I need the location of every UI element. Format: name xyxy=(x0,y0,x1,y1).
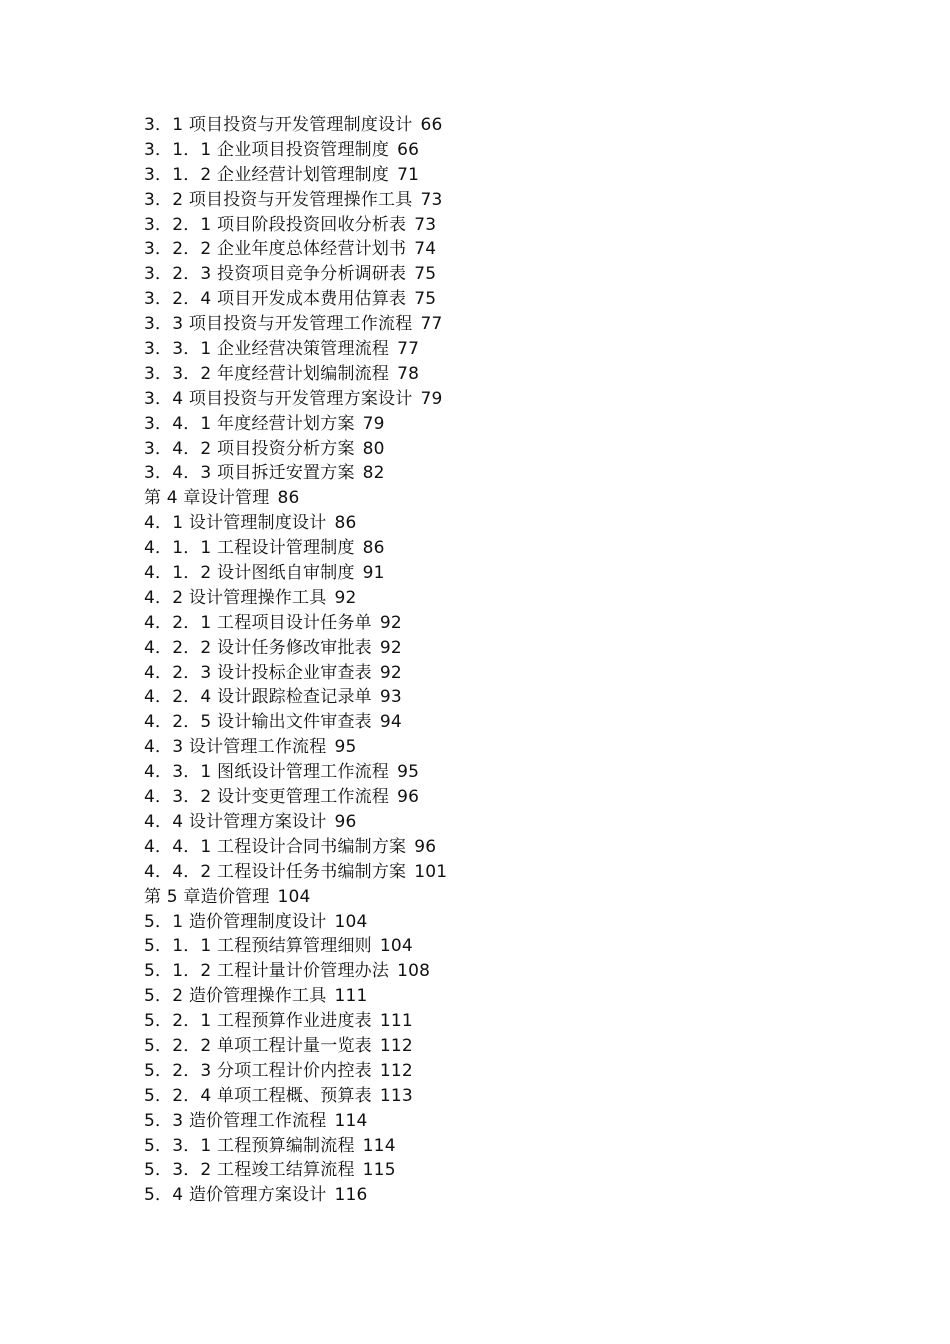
toc-entry xyxy=(144,1134,447,1159)
toc-entry-page-number: 96 xyxy=(414,836,437,857)
toc-entry-title: 5．4 造价管理方案设计 xyxy=(144,1185,327,1206)
toc-entry xyxy=(144,312,447,337)
toc-entry-title: 4．4．2 工程设计任务书编制方案 xyxy=(144,861,407,882)
toc-entry-title: 5．1．1 工程预结算管理细则 xyxy=(144,936,372,957)
toc-entry xyxy=(144,1034,447,1059)
toc-entry-page-number: 79 xyxy=(362,413,385,434)
toc-entry-page-number: 77 xyxy=(397,339,420,360)
toc-entry xyxy=(144,163,447,188)
toc-entry-page-number: 66 xyxy=(420,115,443,135)
toc-entry-page-number: 79 xyxy=(420,388,443,409)
toc-entry-title: 3．2．2 企业年度总体经营计划书 xyxy=(144,239,407,260)
toc-entry-page-number: 96 xyxy=(334,811,357,832)
toc-entry xyxy=(144,1059,447,1084)
toc-entry xyxy=(144,685,447,710)
toc-entry-page-number: 82 xyxy=(362,463,385,484)
toc-entry-title: 3．4．2 项目投资分析方案 xyxy=(144,438,355,459)
toc-entry-title: 4．2．3 设计投标企业审查表 xyxy=(144,662,372,683)
toc-entry-title: 3．1．1 企业项目投资管理制度 xyxy=(144,139,390,160)
toc-entry xyxy=(144,511,447,536)
toc-entry-page-number: 95 xyxy=(397,762,420,783)
toc-entry xyxy=(144,486,447,511)
toc-entry xyxy=(144,362,447,387)
toc-entry xyxy=(144,437,447,462)
toc-entry-title: 4．2 设计管理操作工具 xyxy=(144,587,327,608)
toc-entry-page-number: 96 xyxy=(397,787,420,808)
toc-entry-page-number: 92 xyxy=(379,637,402,658)
toc-entry-page-number: 113 xyxy=(379,1085,413,1106)
toc-entry-page-number: 114 xyxy=(334,1110,368,1131)
toc-entry-title: 3．2 项目投资与开发管理操作工具 xyxy=(144,189,413,210)
toc-entry-title: 4．1．2 设计图纸自审制度 xyxy=(144,563,355,584)
toc-entry xyxy=(144,934,447,959)
toc-entry-page-number: 114 xyxy=(362,1135,396,1156)
toc-entry xyxy=(144,113,447,138)
toc-entry xyxy=(144,835,447,860)
toc-entry-title: 4．2．4 设计跟踪检查记录单 xyxy=(144,687,372,708)
toc-entry-title: 3．4．3 项目拆迁安置方案 xyxy=(144,463,355,484)
toc-entry-title: 4．1．1 工程设计管理制度 xyxy=(144,538,355,559)
table-of-contents xyxy=(144,113,447,1208)
toc-entry-title: 5．2．1 工程预算作业进度表 xyxy=(144,1011,372,1032)
toc-entry-title: 3．1 项目投资与开发管理制度设计 xyxy=(144,115,413,135)
toc-entry-page-number: 111 xyxy=(334,986,368,1007)
toc-entry-page-number: 93 xyxy=(379,687,402,708)
toc-entry-title: 4．3 设计管理工作流程 xyxy=(144,737,327,758)
toc-entry-page-number: 80 xyxy=(362,438,385,459)
toc-entry xyxy=(144,885,447,910)
toc-entry xyxy=(144,810,447,835)
toc-entry-page-number: 104 xyxy=(379,936,413,957)
toc-entry xyxy=(144,661,447,686)
toc-entry xyxy=(144,461,447,486)
toc-entry-title: 4．2．5 设计输出文件审查表 xyxy=(144,712,372,733)
toc-entry-title: 3．3．1 企业经营决策管理流程 xyxy=(144,339,390,360)
toc-entry-page-number: 92 xyxy=(379,662,402,683)
toc-entry-page-number: 78 xyxy=(397,363,420,384)
toc-entry xyxy=(144,636,447,661)
toc-entry-page-number: 86 xyxy=(362,538,385,559)
toc-entry xyxy=(144,337,447,362)
toc-entry-page-number: 112 xyxy=(379,1060,413,1081)
toc-entry-page-number: 75 xyxy=(414,289,437,310)
toc-entry xyxy=(144,262,447,287)
toc-entry-title: 3．2．4 项目开发成本费用估算表 xyxy=(144,289,407,310)
toc-entry-title: 4．3．2 设计变更管理工作流程 xyxy=(144,787,390,808)
toc-entry xyxy=(144,188,447,213)
toc-entry-title: 5．2 造价管理操作工具 xyxy=(144,986,327,1007)
toc-entry-page-number: 74 xyxy=(414,239,437,260)
toc-entry xyxy=(144,412,447,437)
toc-entry-title: 5．2．4 单项工程概、预算表 xyxy=(144,1085,372,1106)
toc-entry xyxy=(144,1084,447,1109)
toc-entry-page-number: 75 xyxy=(414,264,437,285)
toc-entry-page-number: 116 xyxy=(334,1185,368,1206)
toc-entry-page-number: 86 xyxy=(277,488,300,509)
toc-entry xyxy=(144,213,447,238)
toc-entry-title: 第 5 章造价管理 xyxy=(144,886,270,907)
toc-entry-title: 3．3 项目投资与开发管理工作流程 xyxy=(144,314,413,335)
toc-entry xyxy=(144,611,447,636)
toc-entry-title: 4．3．1 图纸设计管理工作流程 xyxy=(144,762,390,783)
toc-entry-title: 5．3．2 工程竣工结算流程 xyxy=(144,1160,355,1181)
toc-entry-page-number: 73 xyxy=(414,214,437,235)
toc-entry xyxy=(144,1158,447,1183)
toc-entry xyxy=(144,959,447,984)
toc-entry-page-number: 95 xyxy=(334,737,357,758)
toc-entry xyxy=(144,1183,447,1208)
toc-entry-title: 3．2．3 投资项目竞争分析调研表 xyxy=(144,264,407,285)
toc-entry-page-number: 108 xyxy=(397,961,431,982)
toc-entry-title: 5．3．1 工程预算编制流程 xyxy=(144,1135,355,1156)
toc-entry-title: 4．4 设计管理方案设计 xyxy=(144,811,327,832)
toc-entry-title: 3．4．1 年度经营计划方案 xyxy=(144,413,355,434)
toc-entry-title: 4．1 设计管理制度设计 xyxy=(144,513,327,534)
toc-entry-page-number: 73 xyxy=(420,189,443,210)
toc-entry-page-number: 86 xyxy=(334,513,357,534)
toc-entry xyxy=(144,860,447,885)
toc-entry xyxy=(144,984,447,1009)
toc-entry-page-number: 104 xyxy=(334,911,368,932)
toc-entry-title: 3．2．1 项目阶段投资回收分析表 xyxy=(144,214,407,235)
toc-entry-page-number: 94 xyxy=(379,712,402,733)
toc-entry xyxy=(144,710,447,735)
toc-entry-title: 第 4 章设计管理 xyxy=(144,488,270,509)
toc-entry-title: 5．1 造价管理制度设计 xyxy=(144,911,327,932)
toc-entry xyxy=(144,1109,447,1134)
toc-entry-page-number: 101 xyxy=(414,861,448,882)
toc-entry xyxy=(144,387,447,412)
toc-entry-title: 5．1．2 工程计量计价管理办法 xyxy=(144,961,390,982)
toc-entry-title: 5．3 造价管理工作流程 xyxy=(144,1110,327,1131)
toc-entry xyxy=(144,138,447,163)
toc-entry xyxy=(144,785,447,810)
toc-entry-title: 4．4．1 工程设计合同书编制方案 xyxy=(144,836,407,857)
toc-entry xyxy=(144,760,447,785)
toc-entry-page-number: 104 xyxy=(277,886,311,907)
toc-entry-title: 3．1．2 企业经营计划管理制度 xyxy=(144,164,390,185)
toc-entry xyxy=(144,586,447,611)
toc-entry-page-number: 115 xyxy=(362,1160,396,1181)
toc-entry-page-number: 71 xyxy=(397,164,420,185)
toc-entry xyxy=(144,287,447,312)
toc-entry-page-number: 66 xyxy=(397,139,420,160)
toc-entry-page-number: 77 xyxy=(420,314,443,335)
toc-entry-page-number: 92 xyxy=(334,587,357,608)
toc-entry-title: 4．2．1 工程项目设计任务单 xyxy=(144,612,372,633)
toc-entry xyxy=(144,237,447,262)
toc-entry-page-number: 112 xyxy=(379,1035,413,1056)
toc-entry xyxy=(144,561,447,586)
toc-entry-page-number: 111 xyxy=(379,1011,413,1032)
toc-entry-title: 5．2．3 分项工程计价内控表 xyxy=(144,1060,372,1081)
toc-entry xyxy=(144,735,447,760)
toc-entry-title: 5．2．2 单项工程计量一览表 xyxy=(144,1035,372,1056)
toc-entry-page-number: 92 xyxy=(379,612,402,633)
toc-entry xyxy=(144,536,447,561)
toc-entry-title: 4．2．2 设计任务修改审批表 xyxy=(144,637,372,658)
toc-entry-page-number: 91 xyxy=(362,563,385,584)
toc-entry-title: 3．3．2 年度经营计划编制流程 xyxy=(144,363,390,384)
toc-entry xyxy=(144,910,447,935)
toc-entry-title: 3．4 项目投资与开发管理方案设计 xyxy=(144,388,413,409)
toc-entry xyxy=(144,1009,447,1034)
